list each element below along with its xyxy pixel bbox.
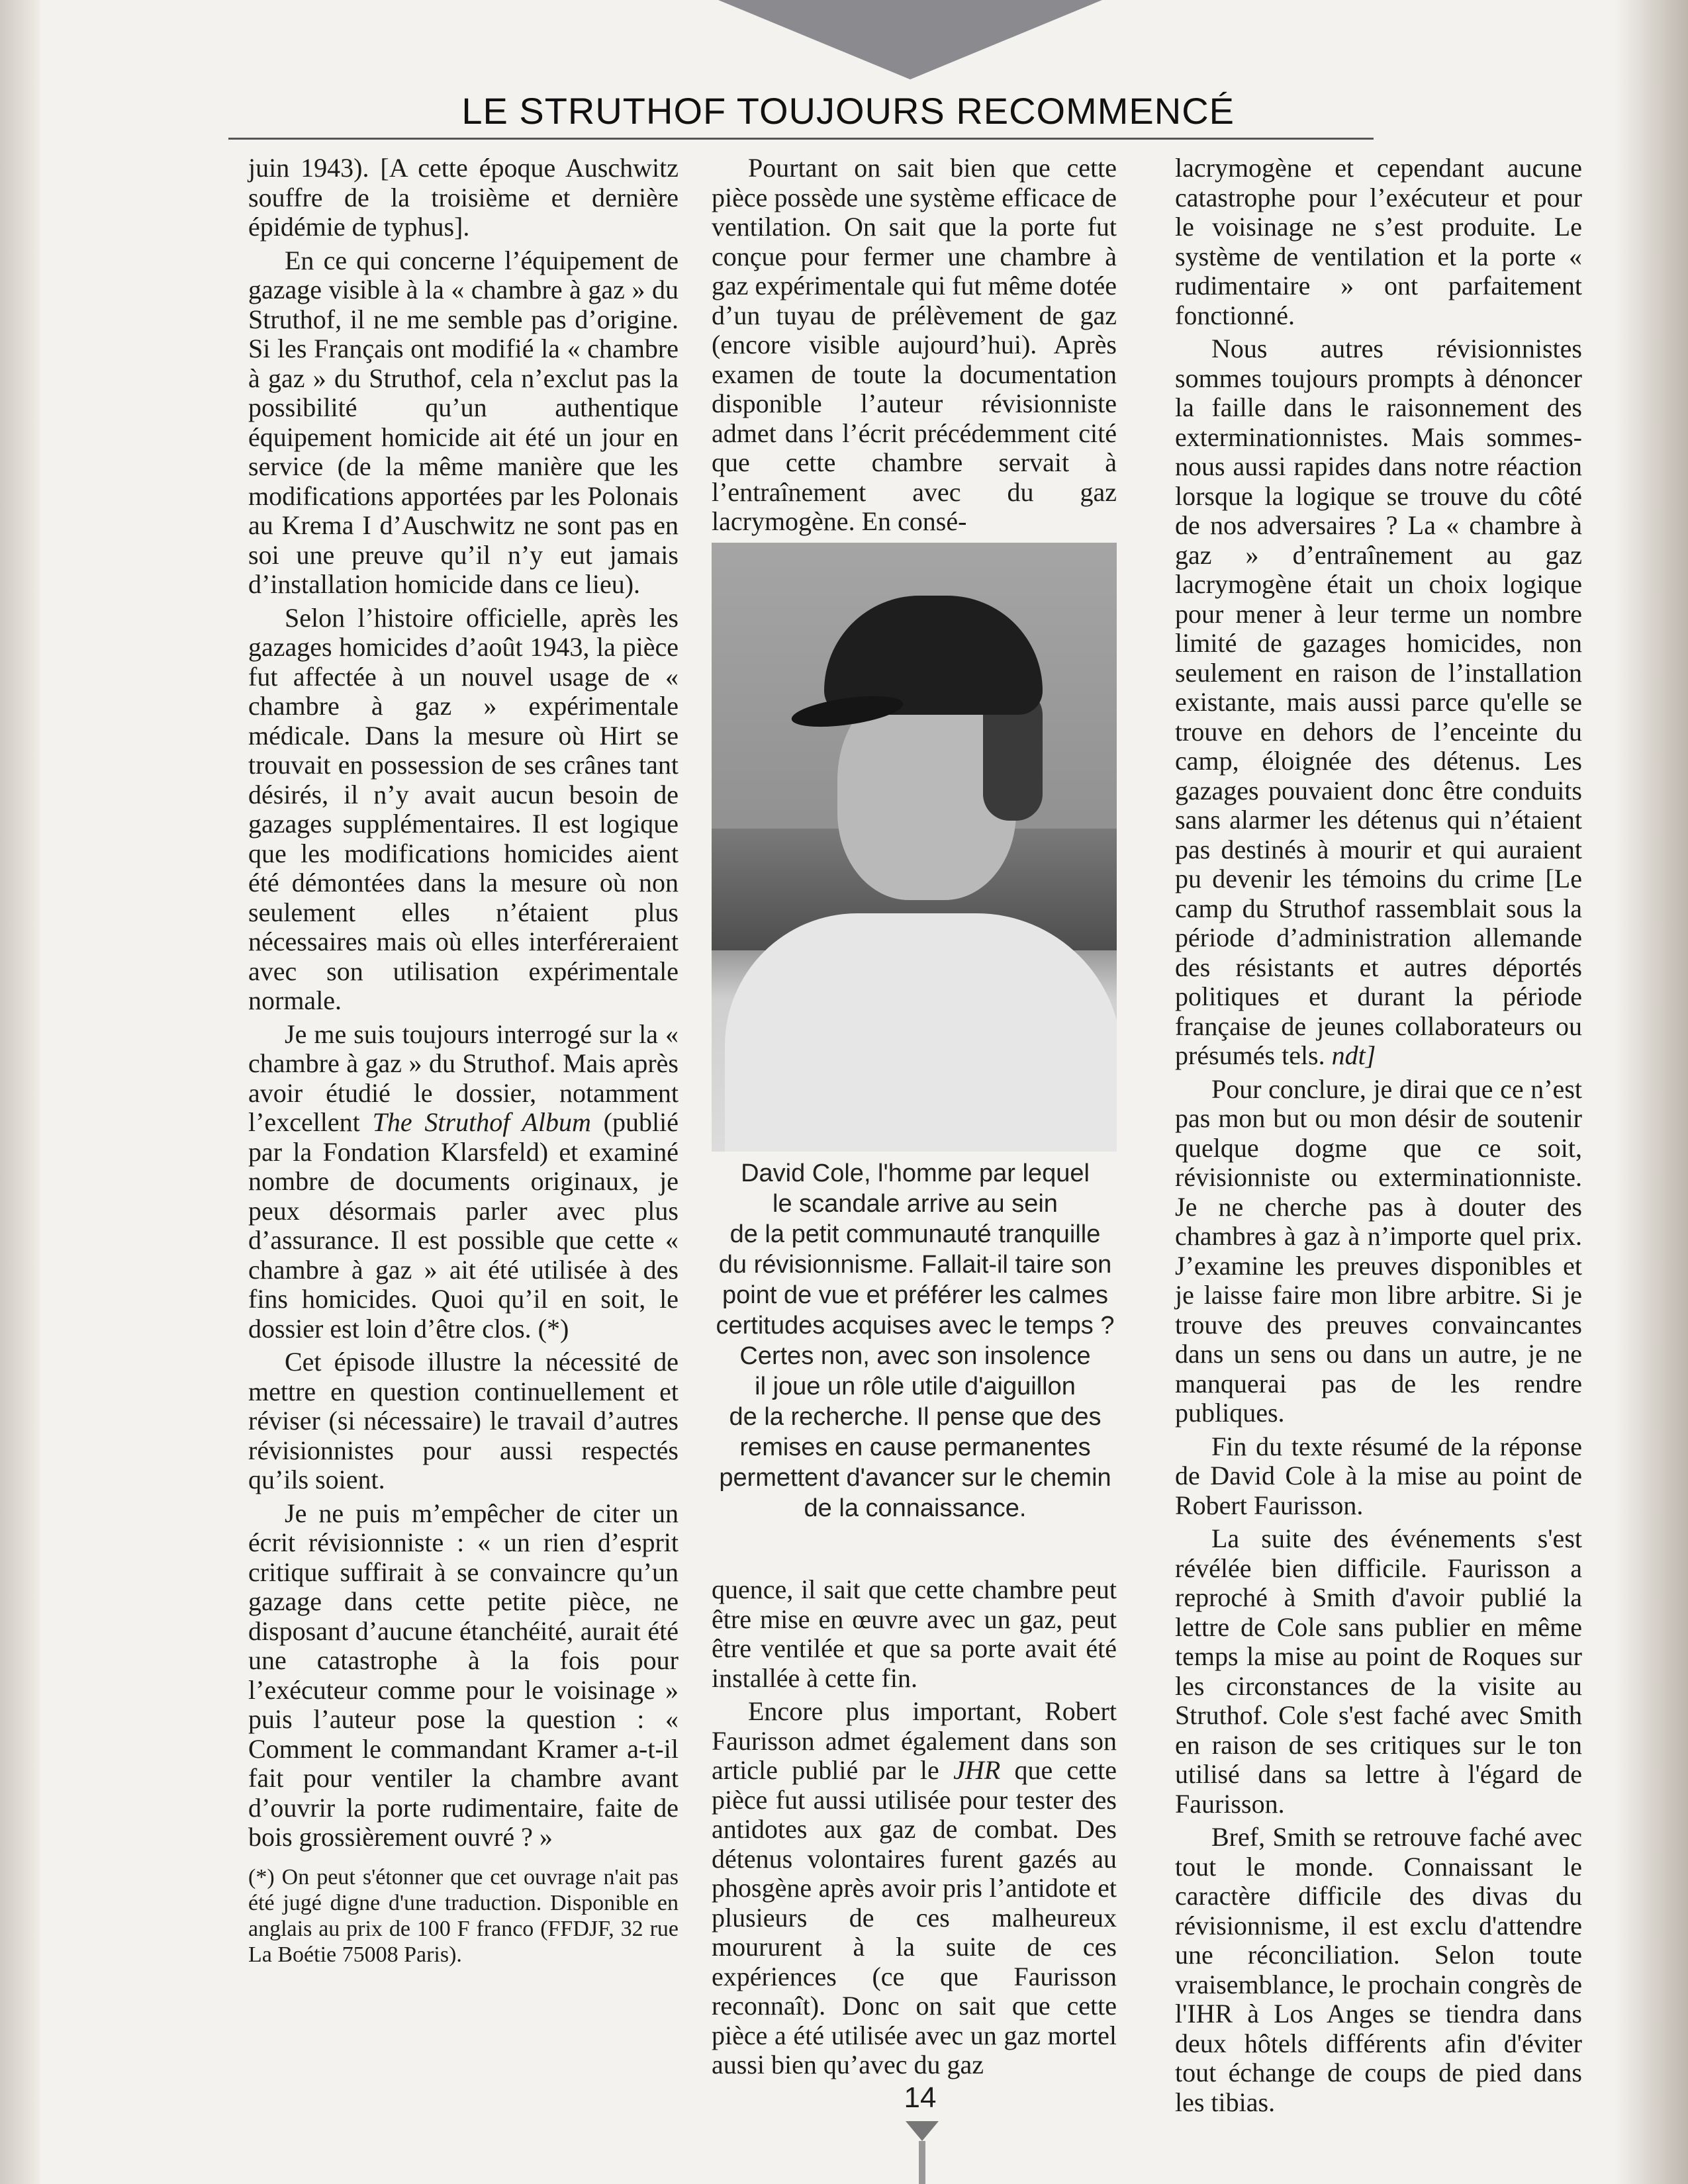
article-column-2-bottom — [712, 1575, 1117, 2080]
book-title: The Struthof Album — [372, 1107, 591, 1137]
paragraph: lacrymogène et cependant aucune catastrophe pour l’exécuteur et pour le voisinage ne s’est produite. Le système de ventilation et la porte « rudimentaire » ont parfaitement fonctionné. — [1175, 153, 1582, 330]
article-column-2-top — [712, 154, 1117, 537]
translator-note: ndt] — [1331, 1040, 1376, 1070]
text-run: Encore plus important, Robert Faurisson admet également dans son article publié par le — [712, 1696, 1117, 1785]
photo-david-cole — [712, 543, 1117, 1152]
caption-line: Certes non, avec son insolence — [739, 1342, 1091, 1370]
caption-line: du révisionnisme. Fallait-il taire son — [718, 1251, 1112, 1279]
caption-line: de la petit communauté tranquille — [729, 1220, 1101, 1248]
paragraph: juin 1943). [A cette époque Auschwitz souffre de la troisième et dernière épidémie de typhus]. — [248, 153, 679, 242]
paragraph: Cet épisode illustre la nécessité de mettre en question continuellement et réviser (si nécessaire) le travail d’autres révisionnistes pour aussi respectés qu’ils soient. — [248, 1347, 679, 1494]
caption-line: le scandale arrive au sein — [773, 1190, 1058, 1218]
article-column-1 — [248, 154, 679, 1968]
footer-stem-ornament — [919, 2141, 925, 2184]
caption-line: point de vue et préférer les calmes — [722, 1281, 1108, 1309]
page-number: 14 — [904, 2081, 937, 2114]
paragraph: Je ne puis m’empêcher de citer un écrit révisionniste : « un rien d’esprit critique suffirait à se convaincre qu’un gazage dans cette petite pièce, ne disposant d’aucune étanchéité, aurait été une catastrophe à la fois pour l’exécuteur comme pour le voisinage » puis l’auteur pose la question : « Comment le commandant Kramer a-t-il fait pour ventiler la chambre avant d’ouvrir la porte rudimentaire, faite de bois grossièrement ouvré ? » — [248, 1498, 679, 1852]
caption-line: de la connaissance. — [804, 1494, 1027, 1522]
photo-caption — [702, 1158, 1129, 1524]
caption-line: remises en cause permanentes — [739, 1433, 1091, 1461]
journal-abbreviation: JHR — [953, 1755, 1001, 1785]
caption-line: certitudes acquises avec le temps ? — [716, 1312, 1115, 1340]
paragraph: Pourtant on sait bien que cette pièce possède une système efficace de ventilation. On sait que la porte fut conçue pour fermer une chambre à gaz expérimentale qui fut même dotée d’un tuyau de prélèvement de gaz (encore visible aujourd’hui). Après examen de toute la documentation disponible l’auteur révisionniste admet dans l’écrit précédemment cité que cette chambre servait à l’entraînement avec du gaz lacrymogène. En consé- — [712, 153, 1117, 536]
text-run: (publié par la Fondation Klarsfeld) et examiné nombre de documents originaux, je peux désormais parler avec plus d’assurance. Il est possible que cette « chambre à gaz » ait été utilisée à des fins homicides. Quoi qu’il en soit, le dossier est loin d’être clos. (*) — [248, 1107, 679, 1343]
header-triangle-ornament — [718, 0, 1102, 79]
footnote: (*) On peut s'étonner que cet ouvrage n'ait pas été jugé digne d'une traduction. Disponible en anglais au prix de 100 F franco (FFDJF, 32 rue La Boétie 75008 Paris). — [248, 1864, 679, 1967]
paragraph — [1175, 334, 1582, 1071]
footer-triangle-ornament — [906, 2121, 939, 2141]
running-header-title: LE STRUTHOF TOUJOURS RECOMMENCÉ — [461, 90, 1235, 132]
text-run: Je me suis toujours interrogé sur la « chambre à gaz » du Struthof. Mais après avoir étudié le dossier, notamment l’excellent — [248, 1019, 679, 1137]
text-run: Nous autres révisionnistes sommes toujours prompts à dénoncer la faille dans le raisonnement des exterminationnistes. Mais sommes-nous aussi rapides dans notre réaction lorsque la logique se trouve du côté de nos adversaires ? La « chambre à gaz » d’entraînement au gaz lacrymogène était un choix logique pour mener à leur terme un nombre limité de gazages homicides, non seulement en raison de l’installation existante, mais aussi parce qu'elle se trouve en dehors de l’enceinte du camp, éloignée des détenus. Les gazages pouvaient donc être conduits sans alarmer les détenus qui n’étaient pas destinés à mourir et qui auraient pu devenir les témoins du crime [Le camp du Struthof rassemblait sous la période d’administration allemande des résistants et autres déportés politiques et durant la période française de jeunes collaborateurs ou présumés tels. — [1175, 334, 1582, 1070]
caption-line: permettent d'avancer sur le chemin — [719, 1464, 1111, 1492]
paragraph: quence, il sait que cette chambre peut être mise en œuvre avec un gaz, peut être ventilée et que sa porte avait été installée à cette fin. — [712, 1574, 1117, 1693]
article-column-3 — [1175, 154, 1582, 2117]
paragraph: Fin du texte résumé de la réponse de David Cole à la mise au point de Robert Faurisson. — [1175, 1431, 1582, 1520]
paragraph: Bref, Smith se retrouve faché avec tout le monde. Connaissant le caractère difficile des divas du révisionnisme, il est exclu d'attendre une réconciliation. Selon toute vraisemblance, le prochain congrès de l'IHR à Los Anges se tiendra dans deux hôtels différents afin d'éviter tout échange de coups de pied dans les tibias. — [1175, 1822, 1582, 2117]
caption-line: de la recherche. Il pense que des — [729, 1403, 1102, 1431]
paragraph — [248, 1020, 679, 1344]
paragraph: Pour conclure, je dirai que ce n’est pas mon but ou mon désir de soutenir quelque dogme que ce soit, révisionniste ou exterminationniste. Je ne cherche pas à douter des chambres à gaz à n’importe quel prix. J’examine les preuves disponibles et je laisse faire mon libre arbitre. Si je trouve des preuves convaincantes dans un sens ou dans un autre, je ne manquerai pas de les rendre publiques. — [1175, 1073, 1582, 1428]
paragraph — [712, 1697, 1117, 2080]
caption-line: David Cole, l'homme par lequel — [741, 1160, 1090, 1187]
caption-line: il joue un rôle utile d'aiguillon — [755, 1373, 1076, 1400]
scan-shadow-left — [0, 0, 40, 2184]
header-rule — [228, 138, 1374, 140]
photo-shirt — [725, 913, 1117, 1152]
paragraph: En ce qui concerne l’équipement de gazage visible à la « chambre à gaz » du Struthof, il ne me semble pas d’origine. Si les Français ont modifié la « chambre à gaz » du Struthof, cela n’exclut pas la possibilité qu’un authentique équipement homicide ait été un jour en service (de la même manière que les modifications apportées par les Polonais au Krema I d’Auschwitz ne sont pas en soi une preuve qu’il n’y eut jamais d’installation homicide dans ce lieu). — [248, 245, 679, 599]
text-run: que cette pièce fut aussi utilisée pour tester des antidotes aux gaz de combat. Des détenus volontaires furent gazés au phosgène après avoir pris l’antidote et plusieurs de ces malheureux moururent à la suite de ces expériences (ce que Faurisson reconnaît). Donc on sait que cette pièce a été utilisée avec un gaz mortel aussi bien qu’avec du gaz — [712, 1755, 1117, 2079]
scan-shadow-right — [1615, 0, 1688, 2184]
paragraph: La suite des événements s'est révélée bien difficile. Faurisson a reproché à Smith d'avoir publié la lettre de Cole sans publier en même temps la mise au point de Roques sur les circonstances de la visite au Struthof. Cole s'est faché avec Smith en raison de ses critiques sur le ton utilisé dans sa lettre à l'égard de Faurisson. — [1175, 1524, 1582, 1819]
paragraph: Selon l’histoire officielle, après les gazages homicides d’août 1943, la pièce fut affectée à un nouvel usage de « chambre à gaz » expérimentale médicale. Dans la mesure où Hirt se trouvait en possession de ses crânes tant désirés, il n’y avait aucun besoin de gazages supplémentaires. Il est logique que les modifications homicides aient été démontées dans la mesure où non seulement elles n’étaient plus nécessaires mais où elles interféreraient avec son utilisation expérimentale normale. — [248, 602, 679, 1015]
